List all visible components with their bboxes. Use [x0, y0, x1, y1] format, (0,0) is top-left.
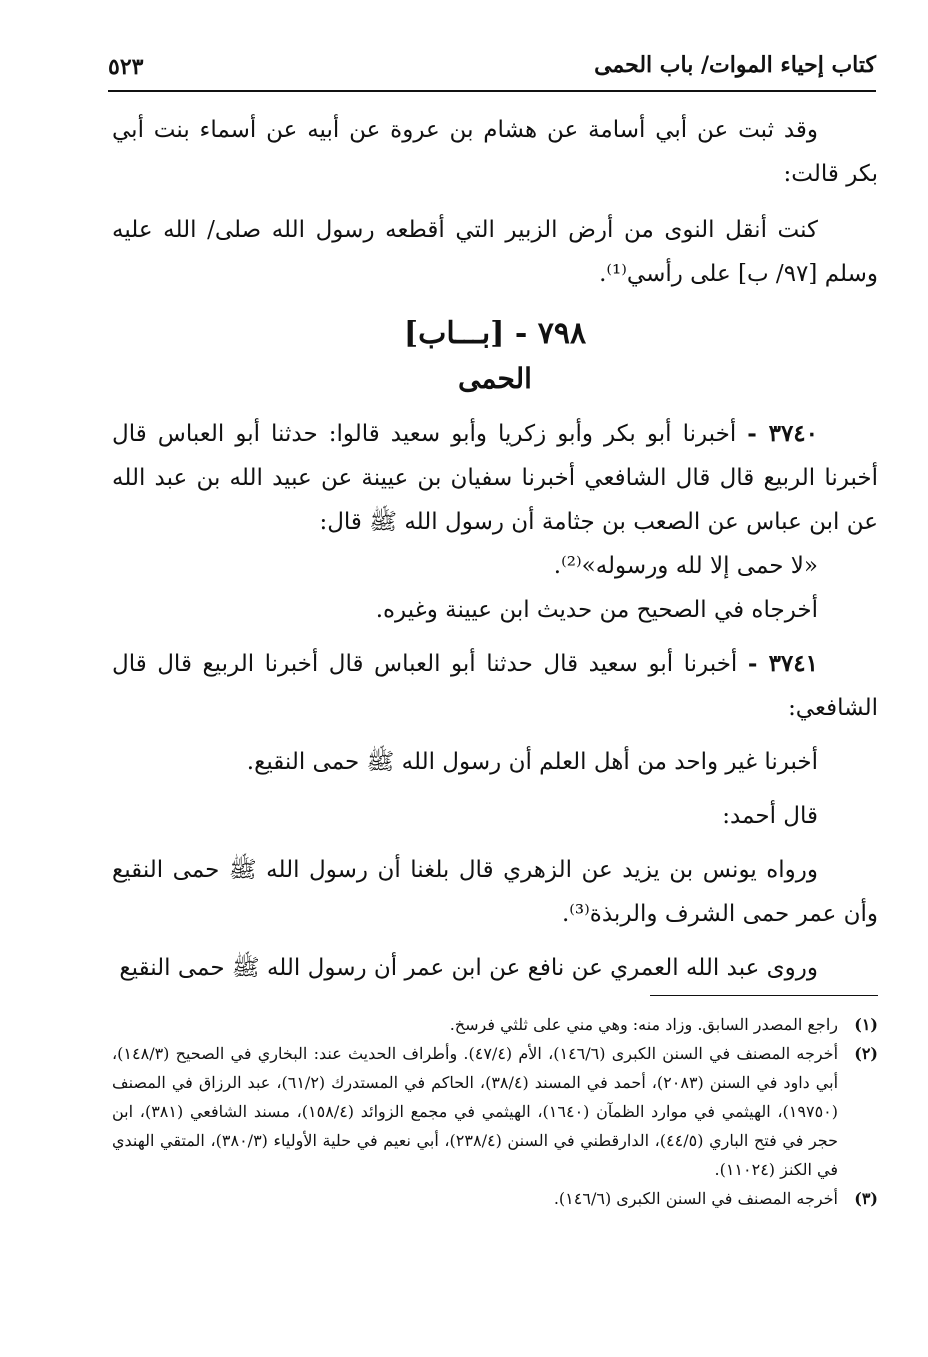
hadith-3741-number: ٣٧٤١ - — [747, 650, 818, 677]
hadith-3741-line1: أخبرنا غير واحد من أهل العلم أن رسول الله ﷺ حمى النقيع. — [246, 749, 818, 775]
page-number: ٥٢٣ — [108, 54, 144, 80]
asma-quote — [112, 208, 878, 296]
chapter-number: ٧٩٨ - [بـــاب] — [403, 316, 587, 351]
footnote-text: راجع المصدر السابق. وزاد منه: وهي مني على ثلثي فرسخ. — [449, 1015, 838, 1034]
footnote-marker: (٣) — [854, 1189, 878, 1208]
footnote-item — [112, 1010, 878, 1039]
hadith-3741-line2: قال أحمد: — [722, 803, 818, 829]
paragraph-asma-quote: كنت أنقل النوى من أرض الزبير التي أقطعه رسول الله صلى/ الله عليه وسلم [٩٧/ ب] على رأسي⁽¹⁾. — [112, 217, 878, 287]
chapter-title: الحمى — [458, 362, 532, 395]
footnote-item — [112, 1184, 878, 1213]
footnote-marker: (٢) — [854, 1044, 878, 1063]
running-title: كتاب إحياء الموات/ باب الحمى — [594, 52, 876, 78]
hadith-3740-quote: «لا حمى إلا لله ورسوله»⁽²⁾. — [553, 553, 818, 579]
hadith-3741-text: أخبرنا أبو سعيد قال حدثنا أبو العباس قال أخبرنا الربيع قال قال الشافعي: — [112, 651, 878, 721]
footnote-marker: (١) — [854, 1015, 878, 1034]
footnote-text: أخرجه المصنف في السنن الكبرى (١٤٦/٦). — [553, 1189, 838, 1208]
hadith-3740-chain — [112, 412, 878, 544]
hadith-3740-text: أخبرنا أبو بكر وأبو زكريا وأبو سعيد قالوا: حدثنا أبو العباس قال أخبرنا الربيع قال قال الشافعي أخبرنا سفيان بن عيينة عن عبيد الله بن عبد الله عن ابن عباس عن الصعب بن جثامة أن رسول الله ﷺ قال: — [112, 421, 878, 535]
footnotes — [112, 1010, 878, 1213]
paragraph-asma-chain: وقد ثبت عن أبي أسامة عن هشام بن عروة عن أبيه عن أسماء بنت أبي بكر قالت: — [112, 117, 878, 187]
opening-paragraph — [112, 108, 878, 196]
hadith-3741-line3: ورواه يونس بن يزيد عن الزهري قال بلغنا أن رسول الله ﷺ حمى النقيع وأن عمر حمى الشرف والربذة⁽³⁾. — [112, 857, 878, 927]
hadith-3740-note: أخرجاه في الصحيح من حديث ابن عيينة وغيره. — [375, 597, 818, 623]
hadith-3741-line4: وروى عبد الله العمري عن نافع عن ابن عمر أن رسول الله ﷺ حمى النقيع — [119, 955, 818, 981]
page-header — [108, 44, 876, 92]
hadith-3740 — [112, 412, 878, 632]
footnote-divider — [650, 995, 878, 996]
hadith-3741 — [112, 642, 878, 990]
hadith-3741-chain — [112, 642, 878, 730]
footnote-item — [112, 1039, 878, 1184]
footnote-text: أخرجه المصنف في السنن الكبرى (١٤٦/٦)، الأم (٤٧/٤). وأطراف الحديث عند: البخاري في الصحيح (١٤٨/٣)، أبي داود في السنن (٢٠٨٣)، أحمد في المسند (٣٨/٤)، الحاكم في المستدرك (٦١/٢)، عبد الرزاق في المصنف (١٩٧٥٠)، الهيثمي في موارد الظمآن (١٦٤٠)، الهيثمي في مجمع الزوائد (١٥٨/٤)، مسند الشافعي (٣٨١)، ابن حجر في فتح الباري (٤٤/٥)، الدارقطني في السنن (٢٣٨/٤)، أبي نعيم في حلية الأولياء (٣٨٠/٣)، المتقي الهندي في الكنز (١١٠٢٤). — [112, 1044, 839, 1179]
hadith-3740-number: ٣٧٤٠ - — [747, 420, 819, 447]
